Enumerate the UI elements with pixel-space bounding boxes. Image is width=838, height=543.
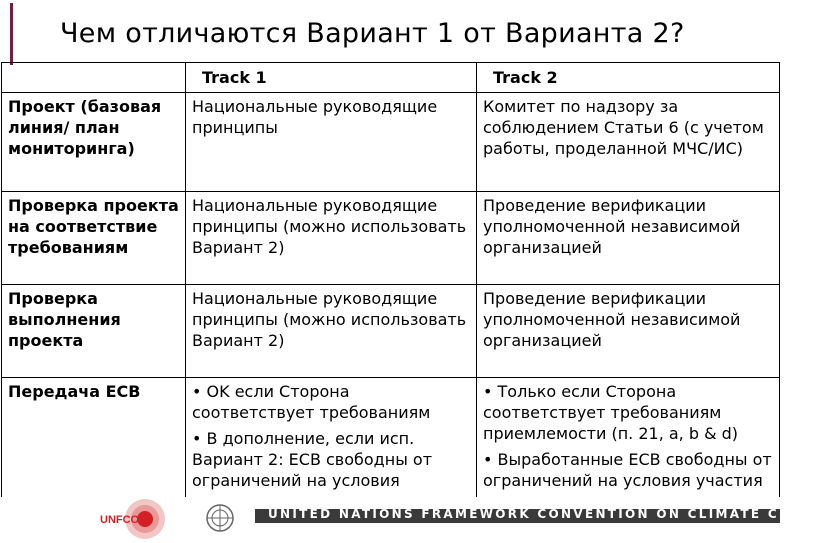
track-1-cell: Национальные руководящие принципы xyxy=(186,93,477,192)
header-empty-cell xyxy=(2,63,186,93)
row-label: Проект (базовая линия/ план мониторинга) xyxy=(2,93,186,192)
header-track-1: Track 1 xyxy=(186,63,477,93)
track-2-cell: Проведение верификации уполномоченной независимой организацией xyxy=(477,285,780,378)
unfccc-logo xyxy=(90,497,180,539)
table-header-row xyxy=(2,63,780,93)
logo-text: UNFCCC xyxy=(100,514,147,526)
un-emblem-icon xyxy=(205,503,235,533)
table-row xyxy=(2,192,780,285)
header-track-2: Track 2 xyxy=(477,63,780,93)
bullet-item: • В дополнение, если исп. Вариант 2: ЕСВ свободны от ограничений на условия xyxy=(192,429,433,490)
title-accent-bar xyxy=(10,3,13,65)
track-1-cell: Национальные руководящие принципы (можно использовать Вариант 2) xyxy=(186,192,477,285)
bullet-item: • Выработанные ЕСВ свободны от ограничений на условия участия xyxy=(483,450,772,490)
row-label: Передача ЕСВ xyxy=(2,378,186,521)
track-1-cell: Национальные руководящие принципы (можно использовать Вариант 2) xyxy=(186,285,477,378)
slide-title: Чем отличаются Вариант 1 от Варианта 2? xyxy=(60,18,685,49)
row-label: Проверка проекта на соответствие требованиям xyxy=(2,192,186,285)
row-label: Проверка выполнения проекта xyxy=(2,285,186,378)
table-row xyxy=(2,93,780,192)
table-row xyxy=(2,285,780,378)
bullet-item: • Только если Сторона соответствует требованиям приемлемости (п. 21, a, b & d) xyxy=(483,382,739,443)
comparison-table xyxy=(1,62,780,521)
track-2-cell: Проведение верификации уполномоченной независимой организацией xyxy=(477,192,780,285)
unfccc-logo-icon xyxy=(90,497,180,539)
footer xyxy=(0,497,838,540)
bullet-item: • OK если Сторона соответствует требованиям xyxy=(192,382,431,422)
footer-banner-text: UNITED NATIONS FRAMEWORK CONVENTION ON CLIMATE CHANGE xyxy=(268,507,838,521)
track-2-cell: Комитет по надзору за соблюдением Статьи 6 (с учетом работы, проделанной МЧС/ИС) xyxy=(477,93,780,192)
